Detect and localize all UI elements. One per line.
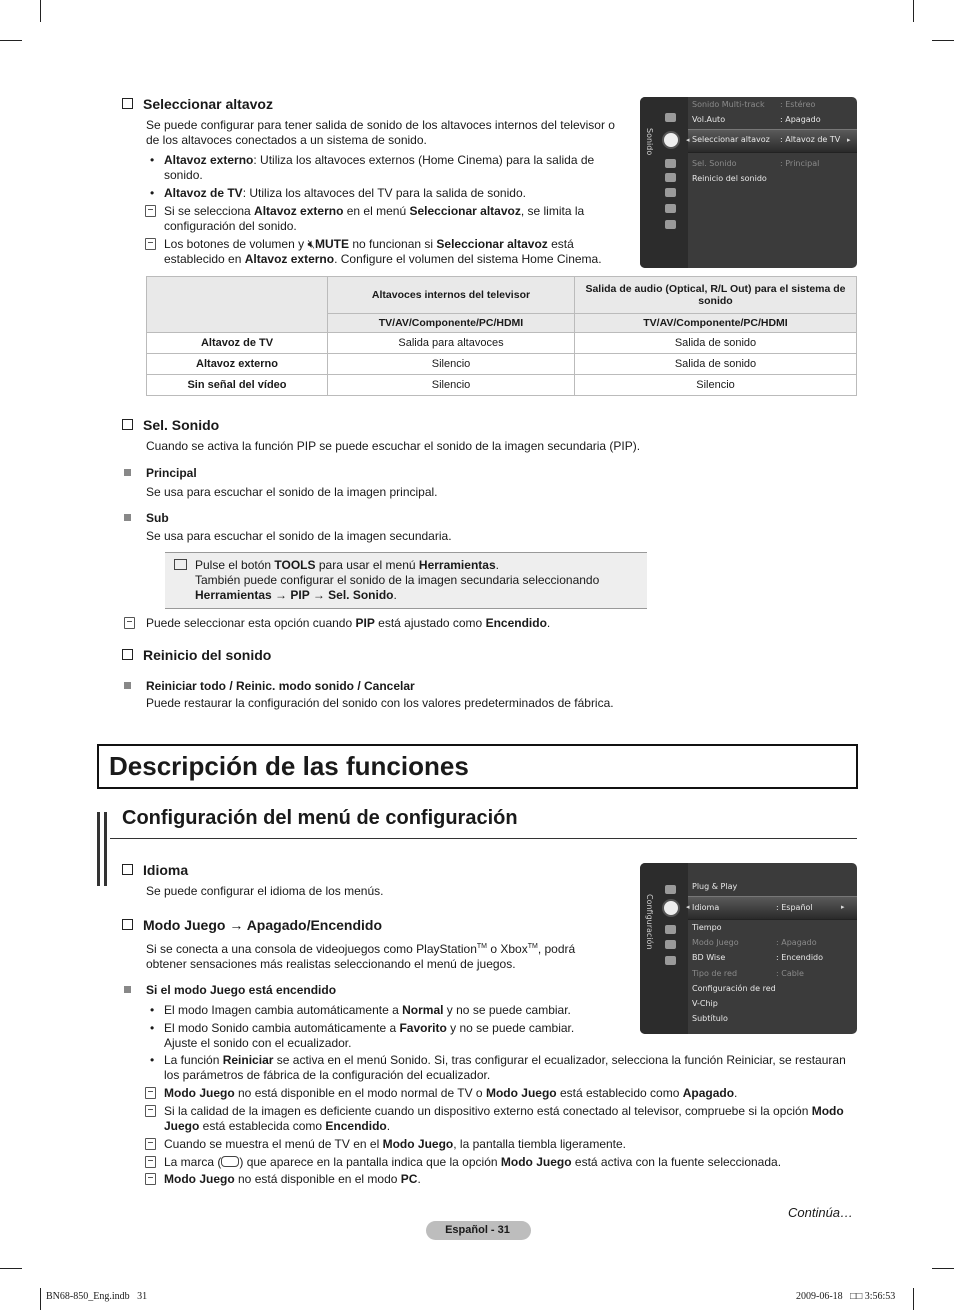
osd-vertical-label: Sonido — [645, 128, 654, 156]
table-cell: Salida de sonido — [575, 333, 857, 354]
section-heading: Configuración del menú de configuración — [122, 807, 518, 829]
input-icon — [665, 925, 676, 934]
crop-mark — [40, 1288, 41, 1310]
note-icon — [145, 1105, 156, 1117]
osd-menu-item[interactable]: Plug & Play — [692, 882, 738, 891]
table-cell: Silencio — [328, 375, 575, 396]
table-cell: Silencio — [575, 375, 857, 396]
note-icon — [145, 1156, 156, 1168]
table-subheader: TV/AV/Componente/PC/HDMI — [575, 314, 857, 333]
paragraph: Cuando se activa la función PIP se puede escuchar el sonido de la imagen secundaria (PIP). — [146, 439, 641, 453]
table-row — [147, 375, 857, 396]
osd-menu-item[interactable]: Idioma — [692, 903, 720, 912]
note: Modo Juego no está disponible en el modo PC. — [164, 1172, 421, 1186]
arrow-left-icon: ◂ — [686, 136, 690, 144]
osd-menu-item[interactable]: Reinicio del sonido — [692, 174, 767, 183]
speaker-table — [146, 276, 857, 396]
table-cell: Salida para altavoces — [328, 333, 575, 354]
osd-sound-menu — [640, 97, 857, 268]
bullet-item — [164, 186, 604, 201]
osd-menu-item[interactable]: Tiempo — [692, 923, 722, 932]
square-bullet-icon — [124, 514, 131, 521]
table-row — [147, 333, 857, 354]
table-header: Altavoces internos del televisor — [328, 277, 575, 314]
osd-menu-item[interactable]: Subtítulo — [692, 1014, 728, 1023]
bullet-icon: • — [150, 1021, 155, 1035]
sound-icon — [662, 131, 680, 149]
note: Puede seleccionar esta opción cuando PIP está ajustado como Encendido. — [146, 616, 551, 630]
continue-label: Continúa… — [788, 1205, 854, 1220]
section-title-text: Seleccionar altavoz — [143, 96, 273, 112]
channel-icon — [665, 885, 676, 894]
note-icon — [124, 617, 135, 629]
footer-right: 2009-06-18 □□ 3:56:53 — [796, 1291, 896, 1302]
note: Cuando se muestra el menú de TV en el Modo Juego, la pantalla tiembla ligeramente. — [164, 1137, 627, 1151]
paragraph: Puede restaurar la configuración del sonido con los valores predeterminados de fábrica. — [146, 696, 614, 710]
paragraph: Si se conecta a una consola de videojuegos como PlayStation™ o Xbox™, podrá obtener sensaciones más realistas seleccionando el menú de juegos. — [146, 942, 576, 971]
square-bullet-icon — [124, 682, 131, 689]
input-icon — [665, 188, 676, 197]
checkbox-icon — [122, 419, 133, 430]
setup-icon — [662, 899, 680, 917]
paragraph: Se usa para escuchar el sonido de la imagen principal. — [146, 485, 438, 499]
square-bullet-icon — [124, 986, 131, 993]
section-title-text: Modo Juego → Apagado/Encendido — [143, 917, 383, 933]
osd-menu-value: : Estéreo — [780, 100, 816, 109]
arrow-right-icon: ▸ — [847, 136, 851, 144]
note-icon — [145, 1087, 156, 1099]
gamepad-icon — [221, 1156, 239, 1167]
crop-mark — [40, 0, 41, 22]
tools-icon — [174, 559, 187, 570]
osd-menu-value: : Altavoz de TV — [780, 135, 841, 144]
bullet-item: El modo Sonido cambia automáticamente a Favorito y no se puede cambiar. Ajuste el sonido con el ecualizador. — [164, 1021, 575, 1050]
footer-left: BN68-850_Eng.indb 31 — [46, 1291, 148, 1302]
section-title-text: Idioma — [143, 862, 189, 878]
bold-text: Altavoz externo — [164, 153, 254, 167]
osd-menu-item[interactable]: Sonido Multi-track — [692, 100, 765, 109]
osd-menu-value: : Cable — [776, 969, 804, 978]
checkbox-icon — [122, 919, 133, 930]
osd-menu-item[interactable]: Sel. Sonido — [692, 159, 737, 168]
bullet-item — [164, 153, 604, 183]
note: La marca ( ) que aparece en la pantalla indica que la opción Modo Juego está activa con la fuente seleccionada. — [164, 1155, 782, 1169]
osd-menu-value: : Español — [776, 903, 813, 912]
checkbox-icon — [122, 98, 133, 109]
arrow-right-icon: ▸ — [841, 903, 845, 911]
section-title — [122, 862, 188, 878]
table-row — [147, 354, 857, 375]
support-icon — [665, 956, 676, 965]
note-icon — [145, 1138, 156, 1150]
note: Los botones de volumen y 🔇︎MUTE no funcionan si Seleccionar altavoz está establecido en Altavoz externo. Configure el volumen del sistema Home Cinema. — [164, 237, 602, 266]
bullet-icon: • — [150, 186, 155, 200]
arrow-left-icon: ◂ — [686, 903, 690, 911]
bullet-icon: • — [150, 1003, 155, 1017]
osd-menu-item[interactable]: Tipo de red — [692, 969, 738, 978]
osd-vertical-label: Configuración — [645, 894, 654, 950]
table-cell: Sin señal del vídeo — [147, 375, 328, 396]
heading-underline — [110, 838, 857, 839]
page-number: Español - 31 — [445, 1224, 510, 1236]
sub-title: Reiniciar todo / Reinic. modo sonido / Cancelar — [146, 679, 415, 693]
note-icon — [145, 205, 156, 217]
table-cell: Altavoz de TV — [147, 333, 328, 354]
osd-menu-item[interactable]: Configuración de red — [692, 984, 776, 993]
checkbox-icon — [122, 649, 133, 660]
checkbox-icon — [122, 864, 133, 875]
main-title-box — [97, 744, 858, 789]
mute-icon: 🔇︎ — [307, 237, 315, 251]
section-title-text: Sel. Sonido — [143, 417, 220, 433]
osd-menu-item[interactable]: BD Wise — [692, 953, 726, 962]
osd-sidebar — [640, 97, 688, 268]
section-title-text: Reinicio del sonido — [143, 647, 272, 663]
sub-title: Si el modo Juego está encendido — [146, 983, 337, 997]
application-icon — [665, 204, 676, 213]
note: Si se selecciona Altavoz externo en el menú Seleccionar altavoz, se limita la configuración del sonido. — [164, 204, 585, 233]
bullet-item: La función Reiniciar se activa en el menú Sonido. Si, tras configurar el ecualizador, selecciona la función Reiniciar, se restauran los parámetros de fábrica de la configuración del ecualizador. — [164, 1053, 846, 1082]
bullet-icon: • — [150, 153, 155, 167]
tip-text: Pulse el botón TOOLS para usar el menú Herramientas. También puede configurar el sonido de la imagen secundaria seleccionando Herramientas → PIP → Sel. Sonido. — [195, 558, 600, 602]
table-subheader: TV/AV/Componente/PC/HDMI — [328, 314, 575, 333]
osd-setup-menu — [640, 863, 857, 1034]
paragraph: Se usa para escuchar el sonido de la imagen secundaria. — [146, 529, 452, 543]
note: Si la calidad de la imagen es deficiente cuando un dispositivo externo está conectado al televisor, compruebe si la opción Modo Juego está establecida como Encendido. — [164, 1104, 844, 1133]
osd-menu-value: : Apagado — [780, 115, 821, 124]
bold-text: Altavoz de TV — [164, 186, 243, 200]
text: : Utiliza los altavoces del TV para la salida de sonido. — [242, 186, 526, 200]
table-cell: Altavoz externo — [147, 354, 328, 375]
osd-menu-item[interactable]: Modo Juego — [692, 938, 739, 947]
osd-menu-value: : Principal — [780, 159, 820, 168]
note-icon — [145, 238, 156, 250]
crop-mark — [932, 40, 954, 41]
section-title — [122, 417, 219, 433]
crop-mark — [932, 1268, 954, 1269]
crop-mark — [913, 0, 914, 22]
table-cell: Salida de sonido — [575, 354, 857, 375]
paragraph: Se puede configurar el idioma de los menús. — [146, 884, 384, 898]
section-title — [122, 647, 271, 663]
table-corner — [147, 277, 328, 333]
heading-bar — [97, 812, 107, 886]
osd-menu-item[interactable]: Vol.Auto — [692, 115, 726, 124]
application-icon — [665, 940, 676, 949]
text: : Utiliza los altavoces externos (Home Cinema) para la salida de sonido. — [164, 153, 595, 182]
bullet-icon: • — [150, 1053, 155, 1067]
crop-mark — [0, 40, 22, 41]
paragraph: Se puede configurar para tener salida de sonido de los altavoces internos del televisor o de los altavoces conectados a un sistema de sonido. — [146, 118, 615, 147]
osd-menu-item[interactable]: V-Chip — [692, 999, 718, 1008]
setup-icon — [665, 173, 676, 182]
osd-menu-value: : Encendido — [776, 953, 824, 962]
table-header: Salida de audio (Optical, R/L Out) para el sistema de sonido — [575, 277, 857, 314]
crop-mark — [0, 1268, 22, 1269]
bullet-item: El modo Imagen cambia automáticamente a Normal y no se puede cambiar. — [164, 1003, 571, 1017]
picture-icon — [665, 113, 676, 122]
table-cell: Silencio — [328, 354, 575, 375]
main-title: Descripción de las funciones — [109, 751, 469, 781]
sub-title: Principal — [146, 466, 197, 480]
note: Modo Juego no está disponible en el modo normal de TV o Modo Juego está establecido como Apagado. — [164, 1086, 738, 1100]
channel-icon — [665, 159, 676, 168]
osd-menu-item[interactable]: Seleccionar altavoz — [692, 135, 770, 144]
note-icon — [145, 1173, 156, 1185]
crop-mark — [913, 1288, 914, 1310]
section-title — [122, 96, 273, 112]
osd-menu-value: : Apagado — [776, 938, 817, 947]
sub-title: Sub — [146, 511, 169, 525]
section-title — [122, 917, 382, 933]
square-bullet-icon — [124, 469, 131, 476]
support-icon — [665, 220, 676, 229]
